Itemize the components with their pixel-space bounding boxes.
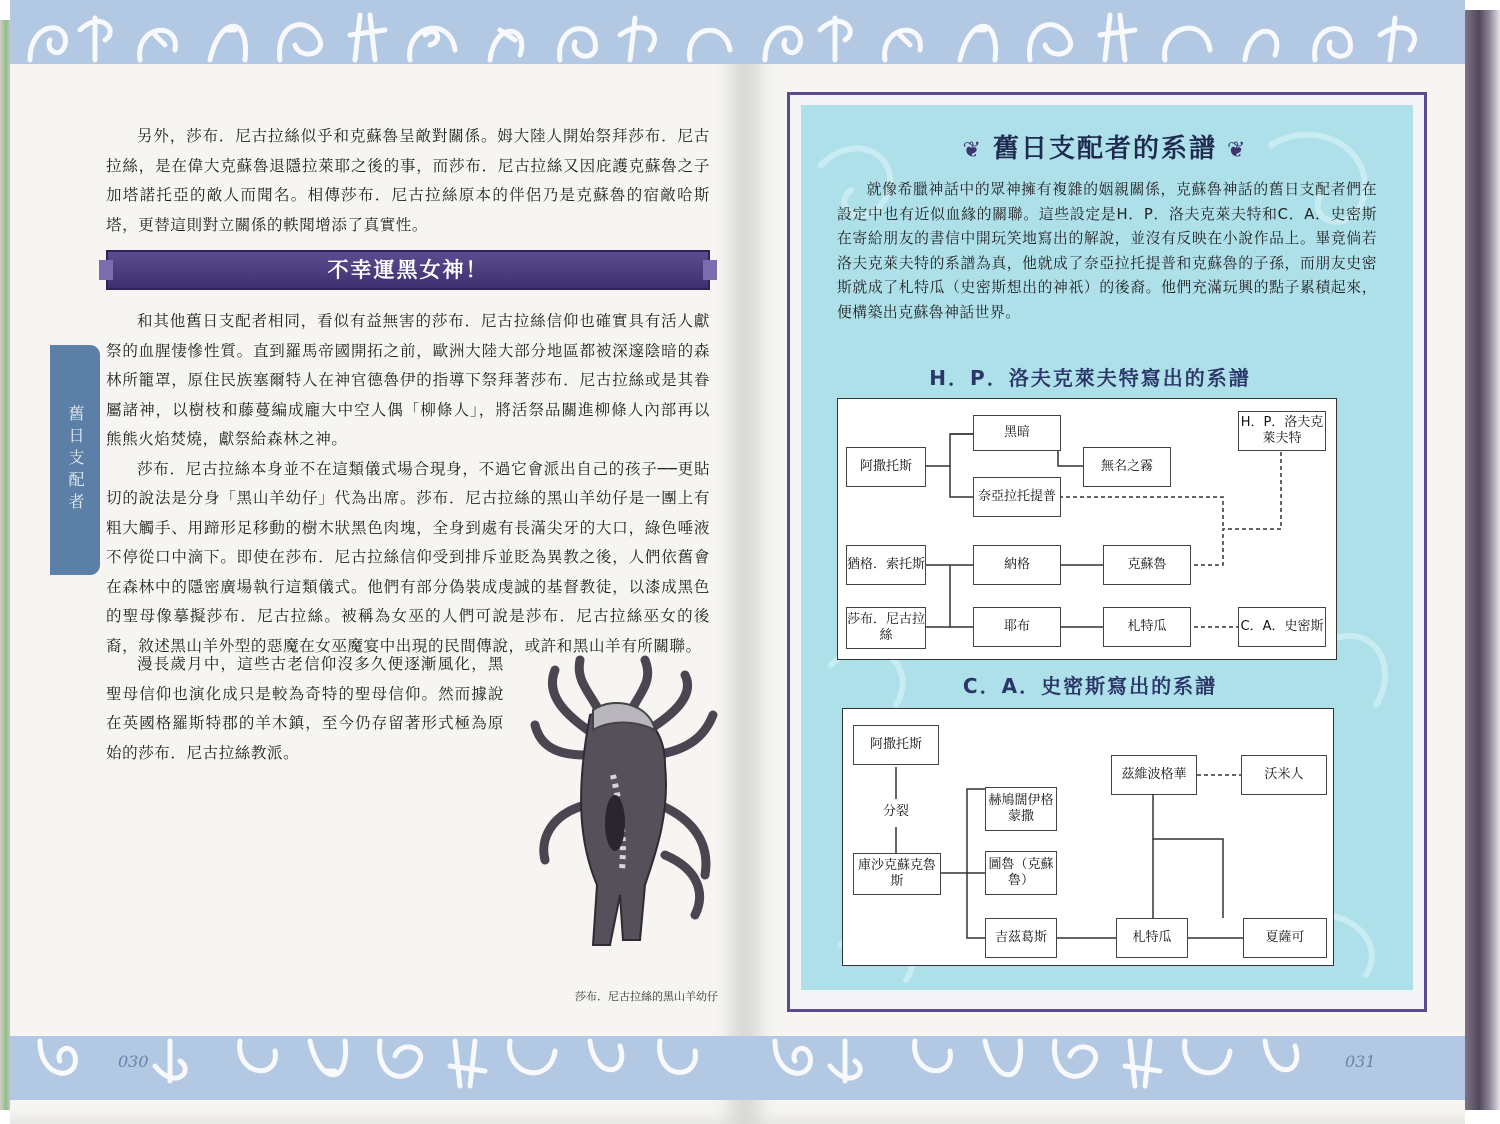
node-tsathoggua-2: 札特瓜 xyxy=(1116,918,1188,958)
node-yog-sothoth: 猶格．索托斯 xyxy=(846,545,926,585)
left-page xyxy=(10,0,745,1124)
intro-paragraph-block xyxy=(106,122,710,240)
page-number-right: 031 xyxy=(1345,1052,1376,1071)
node-nug: 納格 xyxy=(973,545,1061,585)
diagram1-title: H．P．洛夫克萊夫特寫出的系譜 xyxy=(929,366,1251,390)
body-text-block xyxy=(106,307,710,661)
illustration-caption: 莎布．尼古拉絲的黑山羊幼仔 xyxy=(575,990,718,1003)
node-azathoth-2: 阿撒托斯 xyxy=(853,725,939,765)
node-tsathoggua: 札特瓜 xyxy=(1103,607,1191,647)
node-hziulquoigmnzhah: 赫鳩闊伊格蒙撒 xyxy=(985,787,1057,831)
bottom-decorative-band xyxy=(10,1036,745,1100)
last-paragraph-block xyxy=(106,650,504,768)
node-zvilpogghua: 茲維波格華 xyxy=(1111,755,1197,795)
book-edge-right xyxy=(1465,10,1500,1110)
node-hp-lovecraft: H．P．洛夫克萊夫特 xyxy=(1238,411,1326,451)
title-ornament-right-icon: ❦ xyxy=(1227,138,1248,163)
node-nyarlathotep: 奈亞拉托提普 xyxy=(973,477,1061,517)
node-yomagn: 沃米人 xyxy=(1241,755,1327,795)
node-ca-smith: C．A．史密斯 xyxy=(1238,607,1326,647)
body-paragraph-2: 莎布．尼古拉絲本身並不在這類儀式場合現身，不過它會派出自己的孩子──更貼切的說法是分身「黑山羊幼仔」代為出席。莎布．尼古拉絲的黑山羊幼仔是一團上有粗大觸手、用蹄形足移動的樹木狀黑色肉塊，全身到處有長滿尖牙的大口，綠色唾液不停從口中滴下。即使在莎布．尼古拉絲信仰受到排斥並貶為異教之後，人們依舊會在森林中的隱密廣場執行這類儀式。他們有部分偽裝成虔誠的基督教徒，以漆成黑色的聖母像摹擬莎布．尼古拉絲。被稱為女巫的人們可說是莎布．尼古拉絲巫女的後裔，敘述黑山羊外型的惡魔在女巫魔宴中出現的民間傳說，或許和黑山羊有所關聯。 xyxy=(106,459,710,655)
section-title: 不幸運黑女神！ xyxy=(106,250,710,290)
band-pattern xyxy=(10,0,745,64)
box-title-text: 舊日支配者的系譜 xyxy=(992,134,1217,164)
last-paragraph: 漫長歲月中，這些古老信仰沒多久便逐漸風化，黑聖母信仰也演化成只是較為奇特的聖母信仰。然而據說在英國格羅斯特郡的羊木鎮，至今仍存留著形式極為原始的莎布．尼古拉絲教派。 xyxy=(106,655,504,762)
right-page xyxy=(745,0,1465,1124)
genealogy-box-title xyxy=(745,128,1465,165)
title-ornament-left-icon: ❦ xyxy=(962,138,983,163)
top-decorative-band xyxy=(10,0,745,64)
node-yeb: 耶布 xyxy=(973,607,1061,647)
node-giizguth: 吉茲葛斯 xyxy=(985,918,1057,958)
band-pattern xyxy=(745,0,1465,64)
node-azathoth: 阿撒托斯 xyxy=(846,447,926,487)
node-ghisguth: 圖魯（克蘇魯） xyxy=(985,851,1057,895)
node-nameless-mist: 無名之霧 xyxy=(1083,447,1171,487)
node-darkness: 黑暗 xyxy=(973,415,1061,451)
cas-genealogy-diagram xyxy=(842,708,1334,966)
top-decorative-band xyxy=(745,0,1465,64)
intro-paragraph: 另外，莎布．尼古拉絲似乎和克蘇魯呈敵對關係。姆大陸人開始祭拜莎布．尼古拉絲，是在偉大克蘇魯退隱拉萊耶之後的事，而莎布．尼古拉絲又因庇護克蘇魯之子加塔諾托亞的敵人而聞名。相傳莎布．尼古拉絲原本的伴侶乃是克蘇魯的宿敵哈斯塔，更替這則對立關係的軼聞增添了真實性。 xyxy=(106,127,710,234)
body-paragraph-1: 和其他舊日支配者相同，看似有益無害的莎布．尼古拉絲信仰也確實具有活人獻祭的血腥悽慘性質。直到羅馬帝國開拓之前，歐洲大陸大部分地區都被深邃陰暗的森林所籠罩，原住民族塞爾特人在神官德魯伊的指導下祭拜著莎布．尼古拉絲或是其眷屬諸神，以樹枝和藤蔓編成龐大中空人偶「柳條人」，將活祭品關進柳條人內部再以熊熊火焰焚燒，獻祭給森林之神。 xyxy=(106,312,710,448)
page-number-left: 030 xyxy=(118,1052,149,1071)
chapter-side-tab: 舊日支配者 xyxy=(50,345,100,575)
box-paragraph: 就像希臘神話中的眾神擁有複雜的姻親關係，克蘇魯神話的舊日支配者們在設定中也有近似血緣的關聯。這些設定是H．P．洛夫克萊夫特和C．A．史密斯在寄給朋友的書信中開玩笑地寫出的解說，並沒有反映在小說作品上。畢竟倘若洛夫克萊夫特的系譜為真，他就成了奈亞拉托提普和克蘇魯的子孫，而朋友史密斯就成了札特瓜（史密斯想出的神祇）的後裔。他們充滿玩興的點子累積起來，便構築出克蘇魯神話世界。 xyxy=(837,181,1377,321)
hpl-genealogy-diagram xyxy=(837,398,1337,660)
node-cthulhu: 克蘇魯 xyxy=(1103,545,1191,585)
node-fission: 分裂 xyxy=(882,804,909,819)
diagram2-title: C．A．史密斯寫出的系譜 xyxy=(962,674,1218,698)
bottom-decorative-band xyxy=(745,1036,1465,1100)
node-sfatlicllp: 夏薩可 xyxy=(1243,918,1327,958)
node-shub-niggurath: 莎布．尼古拉絲 xyxy=(846,607,926,649)
node-cxaxukluth: 庫沙克蘇克魯斯 xyxy=(853,853,941,895)
black-goat-illustration xyxy=(525,655,720,960)
box-text-block xyxy=(837,178,1377,325)
book-edge-left xyxy=(0,20,10,1110)
